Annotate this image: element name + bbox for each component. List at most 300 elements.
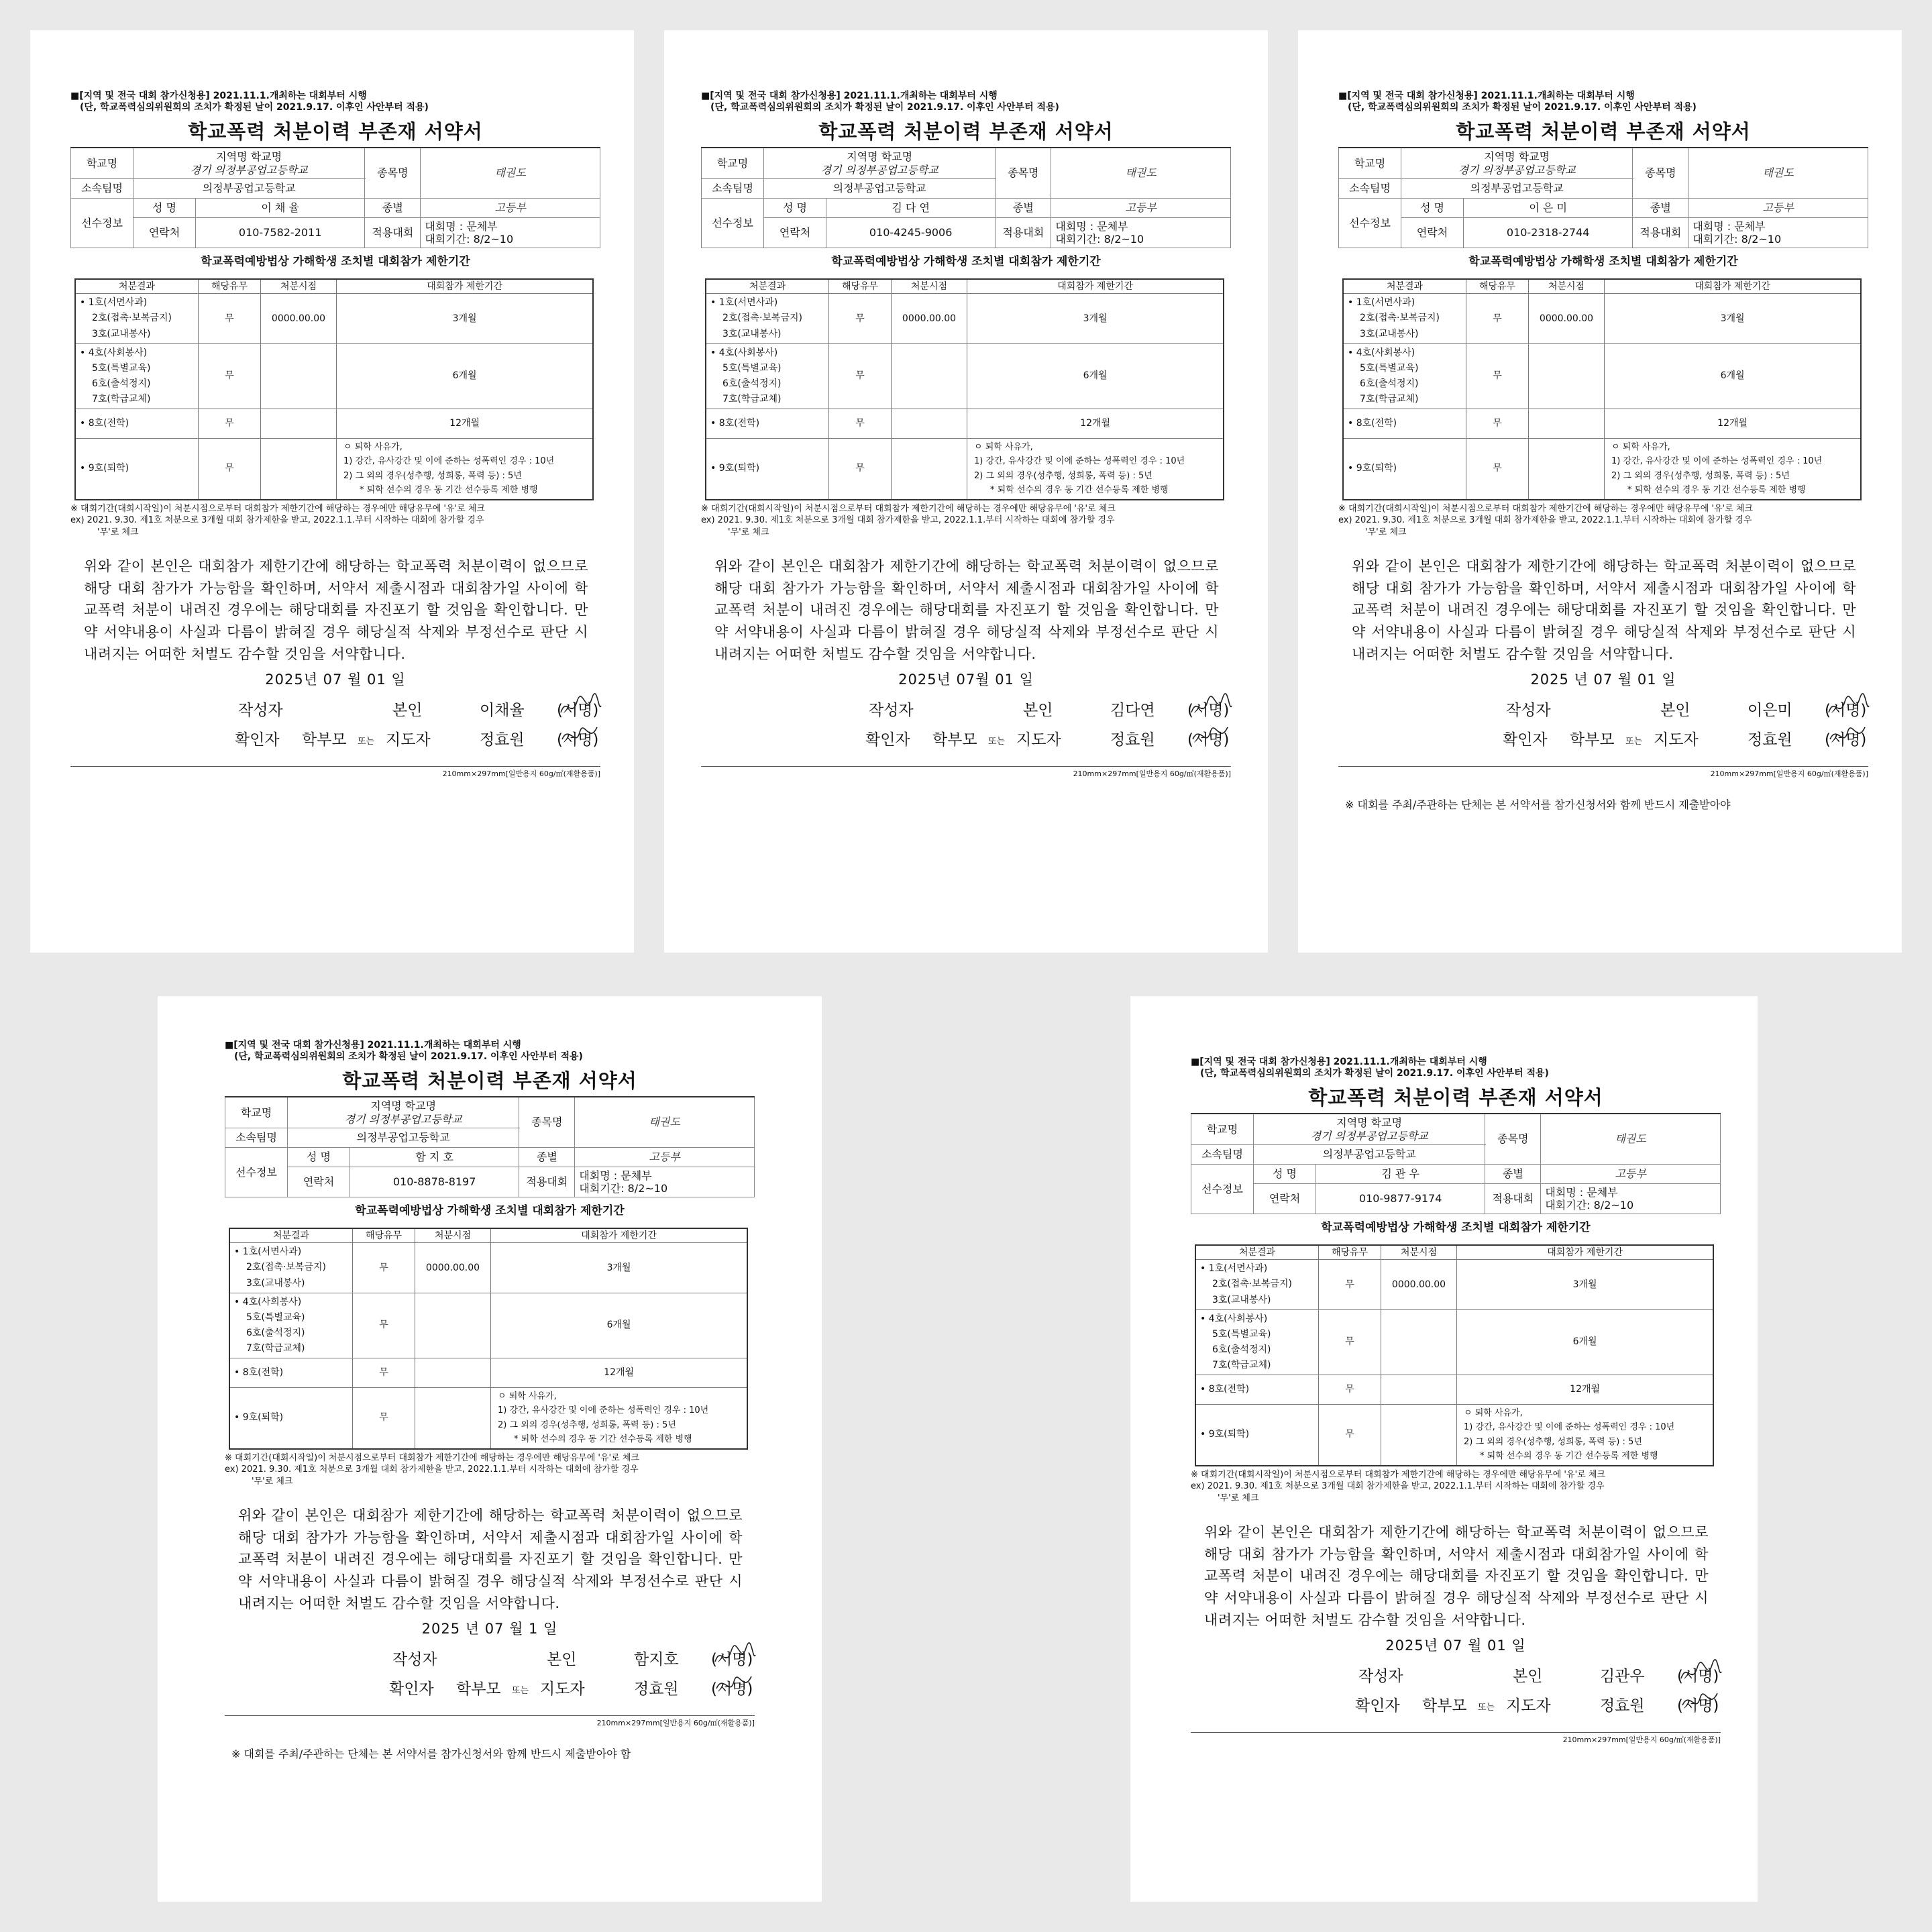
table-row (706, 343, 1224, 409)
form-title: 학교폭력 처분이력 부존재 서약서 (342, 1069, 637, 1092)
school-name: 경기 의정부공업고등학교 (344, 1112, 462, 1126)
measure-item: • 8호(전학) (1348, 417, 1397, 429)
signature-block (1338, 702, 1868, 761)
measure-date: 0000.00.00 (415, 1243, 491, 1293)
table-footnote (701, 503, 1231, 539)
category-value: 고등부 (575, 1147, 755, 1167)
competition-name: 대회명 : 문체부 (425, 219, 498, 233)
limit-period: 12개월 (1605, 409, 1862, 438)
footnote-line: '무'로 체크 (1365, 527, 1407, 537)
school-value (133, 148, 365, 178)
footnote-line: ex) 2021. 9.30. 제1호 처분으로 3개월 대회 참가제한을 받고, 2022.1.1.부터 시작하는 대회에 참가할 경우 (701, 515, 1115, 526)
paper-spec: 210mm×297mm[일반용지 60g/㎡(재활용품)] (70, 766, 600, 778)
measure-kinds (229, 1387, 353, 1448)
measure-kinds (1343, 343, 1466, 409)
form-header-line2: (단, 학교폭력심의위원회의 조치가 확정된 날이 2021.9.17. 이후인 사안부터 적용) (710, 101, 1059, 113)
category-label: 종별 (1485, 1164, 1541, 1183)
table-footnote (225, 1452, 755, 1488)
competition-label: 적용대회 (519, 1167, 575, 1197)
form-title: 학교폭력 처분이력 부존재 서약서 (818, 119, 1114, 143)
applicable-value: 무 (353, 1358, 415, 1387)
col-applicable: 해당유무 (829, 279, 892, 294)
table-row (706, 438, 1224, 499)
school-region-name: 지역명 학교명 (1484, 150, 1550, 164)
team-label: 소속팀명 (225, 1128, 288, 1147)
signature-block (701, 702, 1231, 761)
event-value: 태권도 (575, 1097, 755, 1147)
coach-name: 정효원 (634, 1680, 679, 1699)
measure-item: 6호(출석정지) (722, 378, 782, 389)
footnote-line: ex) 2021. 9.30. 제1호 처분으로 3개월 대회 참가제한을 받고, 2022.1.1.부터 시작하는 대회에 참가할 경우 (70, 515, 484, 526)
sign-label: (서명) (557, 731, 599, 749)
parent-label: 학부모 (1422, 1697, 1467, 1715)
limit-period: 6개월 (337, 343, 594, 409)
coach-sign-area (1677, 1697, 1719, 1716)
player-phone: 010-8878-8197 (350, 1167, 519, 1197)
form-header-line1: ■[지역 및 전국 대회 참가신청용] 2021.11.1.개최하는 대회부터 시행 (70, 91, 367, 101)
footnote-line: ex) 2021. 9.30. 제1호 처분으로 3개월 대회 참가제한을 받고, 2022.1.1.부터 시작하는 대회에 참가할 경우 (225, 1464, 639, 1475)
table-row (706, 294, 1224, 343)
paper-spec: 210mm×297mm[일반용지 60g/㎡(재활용품)] (1191, 1732, 1721, 1744)
measure-date (261, 409, 337, 438)
pledge-sheet-1 (30, 30, 634, 953)
submission-note: ※ 대회를 주최/주관하는 단체는 본 서약서를 참가신청서와 함께 반드시 제출받아야 (1345, 798, 1731, 812)
measure-date (1529, 343, 1605, 409)
competition-name: 대회명 : 문체부 (579, 1169, 652, 1182)
handwritten-signature-icon (557, 722, 604, 751)
table-footnote (1338, 503, 1868, 539)
self-label: 본인 (547, 1651, 577, 1669)
form-header-line2: (단, 학교폭력심의위원회의 조치가 확정된 날이 2021.9.17. 이후인 사안부터 적용) (1200, 1067, 1549, 1079)
event-value: 태권도 (421, 148, 600, 198)
signature-block (70, 702, 600, 761)
school-value (1254, 1114, 1485, 1144)
note-line: ㅇ 퇴학 사유가, (498, 1391, 557, 1401)
measure-date (892, 438, 967, 499)
school-name: 경기 의정부공업고등학교 (190, 163, 308, 176)
applicable-value: 무 (199, 343, 261, 409)
player-info-label: 선수정보 (702, 198, 764, 248)
measure-kinds (75, 438, 199, 499)
form-header-line2: (단, 학교폭력심의위원회의 조치가 확정된 날이 2021.9.17. 이후인 사안부터 적용) (80, 101, 429, 113)
contact-label: 연락처 (288, 1167, 350, 1197)
sign-label: (서명) (1187, 702, 1230, 720)
measure-item: • 8호(전학) (710, 417, 760, 429)
pledge-text: 위와 같이 본인은 대회참가 제한기간에 해당하는 학교폭력 처분이력이 없으므로 해당 대회 참가가 가능함을 확인하며, 서약서 제출시점과 대회참가일 사이에 학교폭력 처분이 내려진 경우에는 해당대회를 자진포기 할 것임을 확인합니다. 만약 서약내용이 사실과 다름이 밝혀질 경우 해당실적 삭제와 부정선수로 판단 시 내려지는 어떠한 처벌도 감수할 것임을 서약합니다. (1204, 1524, 1709, 1628)
signer-name: 김다연 (1110, 702, 1155, 720)
measure-item: 2호(접촉·보복금지) (1212, 1279, 1292, 1290)
sign-label: (서명) (1187, 731, 1230, 749)
school-label: 학교명 (1339, 148, 1401, 178)
measure-item: 6호(출석정지) (92, 378, 151, 389)
note-line: 1) 강간, 유사강간 및 이에 준하는 성폭력인 경우 : 10년 (1611, 456, 1823, 467)
col-limit: 대회참가 제한기간 (967, 279, 1224, 294)
applicable-value: 무 (1319, 1309, 1381, 1375)
form-header-line2: (단, 학교폭력심의위원회의 조치가 확정된 날이 2021.9.17. 이후인 사안부터 적용) (234, 1051, 583, 1062)
pledge-form (70, 91, 600, 778)
measure-kinds (75, 409, 199, 438)
category-label: 종별 (1633, 198, 1688, 217)
restriction-table (1342, 278, 1862, 500)
measure-item: 7호(학급교체) (92, 393, 151, 405)
note-line: * 퇴학 선수의 경우 동 기간 선수등록 제한 병행 (990, 485, 1169, 496)
applicable-value: 무 (353, 1243, 415, 1293)
table-row (1343, 409, 1861, 438)
measure-item: 5호(특별교육) (1360, 362, 1419, 374)
writer-label: 작성자 (392, 1651, 437, 1669)
measure-date (415, 1387, 491, 1448)
confirmer-row (1191, 1697, 1721, 1727)
event-value: 태권도 (1688, 148, 1868, 198)
limit-period: 12개월 (337, 409, 594, 438)
pledge-date: 2025 년 07 월 01 일 (1530, 672, 1676, 688)
measure-item: 7호(학급교체) (1212, 1359, 1271, 1371)
contact-label: 연락처 (1254, 1183, 1316, 1214)
measure-date (1529, 438, 1605, 499)
expulsion-notes (967, 438, 1224, 499)
pledge-date: 2025 년 07 월 1 일 (421, 1621, 558, 1638)
table-row (229, 1243, 747, 1293)
school-region-name: 지역명 학교명 (1336, 1116, 1403, 1130)
pledge-form (1338, 91, 1868, 812)
writer-label: 작성자 (1506, 702, 1551, 720)
note-line: ㅇ 퇴학 사유가, (343, 441, 402, 452)
measure-item: • 1호(서면사과) (710, 297, 778, 309)
competition-label: 적용대회 (1485, 1183, 1541, 1214)
limit-period: 3개월 (1605, 294, 1862, 343)
form-header-line1: ■[지역 및 전국 대회 참가신청용] 2021.11.1.개최하는 대회부터 시행 (1338, 91, 1635, 101)
coach-sign-area (711, 1680, 753, 1699)
measure-item: • 9호(퇴학) (80, 463, 129, 474)
restriction-subtitle: 학교폭력예방법상 가해학생 조치별 대회참가 제한기간 (355, 1204, 625, 1218)
competition-value (575, 1167, 755, 1197)
or-label: 또는 (988, 737, 1006, 747)
team-value: 의정부공업고등학교 (1254, 1144, 1485, 1164)
note-line: 1) 강간, 유사강간 및 이에 준하는 성폭력인 경우 : 10년 (343, 456, 555, 467)
applicable-value: 무 (829, 294, 892, 343)
table-row (75, 438, 593, 499)
measure-item: 6호(출석정지) (1212, 1344, 1271, 1355)
footnote-line: ex) 2021. 9.30. 제1호 처분으로 3개월 대회 참가제한을 받고, 2022.1.1.부터 시작하는 대회에 참가할 경우 (1338, 515, 1752, 526)
event-label: 종목명 (1485, 1114, 1541, 1164)
measure-item: • 9호(퇴학) (1200, 1429, 1250, 1440)
team-label: 소속팀명 (1339, 178, 1401, 198)
limit-period: 6개월 (1605, 343, 1862, 409)
player-name: 함 지 호 (350, 1147, 519, 1167)
measure-item: • 1호(서면사과) (1348, 297, 1415, 309)
measure-item: 7호(학급교체) (722, 393, 782, 405)
competition-label: 적용대회 (996, 217, 1051, 248)
measure-date (1529, 409, 1605, 438)
table-footnote (1191, 1469, 1721, 1505)
paper-spec: 210mm×297mm[일반용지 60g/㎡(재활용품)] (225, 1715, 755, 1727)
measure-item: 3호(교내봉사) (92, 328, 151, 339)
confirmer-label: 확인자 (1355, 1697, 1400, 1715)
handwritten-signature-icon (1677, 1688, 1724, 1717)
table-row (229, 1358, 747, 1387)
paper-spec: 210mm×297mm[일반용지 60g/㎡(재활용품)] (701, 766, 1231, 778)
competition-period: 대회기간: 8/2~10 (1693, 232, 1782, 246)
measure-item: 2호(접촉·보복금지) (92, 313, 172, 324)
applicant-info-table (70, 147, 600, 248)
restriction-table (74, 278, 594, 500)
measure-kinds (1343, 409, 1466, 438)
handwritten-signature-icon (1825, 692, 1872, 722)
handwritten-signature-icon (1187, 692, 1234, 722)
limit-period: 12개월 (967, 409, 1224, 438)
confirmer-row (70, 731, 600, 761)
contact-label: 연락처 (133, 217, 196, 248)
measure-item: • 4호(사회봉사) (710, 347, 778, 358)
limit-period: 6개월 (491, 1293, 748, 1358)
applicable-value: 무 (829, 409, 892, 438)
measure-item: 2호(접촉·보복금지) (246, 1262, 326, 1273)
team-value: 의정부공업고등학교 (764, 178, 996, 198)
applicable-value: 무 (199, 409, 261, 438)
measure-item: 6호(출석정지) (246, 1327, 305, 1338)
pledge-text: 위와 같이 본인은 대회참가 제한기간에 해당하는 학교폭력 처분이력이 없으므로 해당 대회 참가가 가능함을 확인하며, 서약서 제출시점과 대회참가일 사이에 학교폭력 처분이 내려진 경우에는 해당대회를 자진포기 할 것임을 확인합니다. 만약 서약내용이 사실과 다름이 밝혀질 경우 해당실적 삭제와 부정선수로 판단 시 내려지는 어떠한 처벌도 감수할 것임을 서약합니다. (714, 558, 1219, 662)
team-label: 소속팀명 (1191, 1144, 1254, 1164)
sign-label: (서명) (711, 1651, 753, 1669)
applicant-info-table (1191, 1113, 1721, 1214)
category-label: 종별 (365, 198, 421, 217)
expulsion-notes (491, 1387, 748, 1448)
measure-item: 3호(교내봉사) (1360, 328, 1419, 339)
name-label: 성 명 (1254, 1164, 1316, 1183)
category-value: 고등부 (1688, 198, 1868, 217)
measure-date: 0000.00.00 (261, 294, 337, 343)
limit-period: 3개월 (337, 294, 594, 343)
player-name: 김 관 우 (1316, 1164, 1485, 1183)
col-applicable: 해당유무 (199, 279, 261, 294)
restriction-subtitle: 학교폭력예방법상 가해학생 조치별 대회참가 제한기간 (1321, 1221, 1591, 1235)
restriction-subtitle: 학교폭력예방법상 가해학생 조치별 대회참가 제한기간 (201, 255, 470, 269)
confirmer-label: 확인자 (865, 731, 910, 749)
limit-period: 3개월 (491, 1243, 748, 1293)
contact-label: 연락처 (1401, 217, 1464, 248)
sign-label: (서명) (1677, 1697, 1719, 1715)
category-value: 고등부 (421, 198, 600, 217)
measure-kinds (229, 1243, 353, 1293)
competition-period: 대회기간: 8/2~10 (1545, 1198, 1634, 1212)
measure-item: 2호(접촉·보복금지) (1360, 313, 1440, 324)
measure-date (1381, 1404, 1457, 1465)
pledge-sheet-5 (1130, 996, 1758, 1902)
table-row (706, 409, 1224, 438)
team-value: 의정부공업고등학교 (288, 1128, 519, 1147)
player-name: 김 다 연 (826, 198, 996, 217)
team-label: 소속팀명 (702, 178, 764, 198)
footnote-line: ※ 대회기간(대회시작일)이 처분시점으로부터 대회참가 제한기간에 해당하는 경우에만 해당유무에 '유'로 체크 (1338, 503, 1753, 514)
competition-period: 대회기간: 8/2~10 (1055, 232, 1144, 246)
category-value: 고등부 (1051, 198, 1231, 217)
writer-row (225, 1651, 755, 1680)
note-line: 1) 강간, 유사강간 및 이에 준하는 성폭력인 경우 : 10년 (1464, 1422, 1675, 1433)
confirmer-label: 확인자 (1503, 731, 1548, 749)
measure-item: 3호(교내봉사) (722, 328, 782, 339)
note-line: * 퇴학 선수의 경우 동 기간 선수등록 제한 병행 (514, 1434, 692, 1445)
self-label: 본인 (1513, 1668, 1543, 1686)
applicable-value: 무 (1319, 1375, 1381, 1404)
coach-label: 지도자 (540, 1680, 585, 1699)
form-header-line1: ■[지역 및 전국 대회 참가신청용] 2021.11.1.개최하는 대회부터 시행 (701, 91, 998, 101)
measure-item: • 9호(퇴학) (1348, 463, 1397, 474)
measure-item: 5호(특별교육) (722, 362, 782, 374)
footnote-line: '무'로 체크 (1218, 1493, 1259, 1503)
handwritten-signature-icon (711, 1642, 758, 1671)
measure-date (415, 1293, 491, 1358)
signer-sign-area (1187, 702, 1229, 720)
measure-date (261, 343, 337, 409)
pledge-form (701, 91, 1231, 778)
form-header-line1: ■[지역 및 전국 대회 참가신청용] 2021.11.1.개최하는 대회부터 시행 (225, 1040, 521, 1051)
footnote-line: ex) 2021. 9.30. 제1호 처분으로 3개월 대회 참가제한을 받고, 2022.1.1.부터 시작하는 대회에 참가할 경우 (1191, 1481, 1605, 1492)
competition-label: 적용대회 (1633, 217, 1688, 248)
confirmer-row (1338, 731, 1868, 761)
handwritten-signature-icon (1677, 1658, 1724, 1688)
col-limit: 대회참가 제한기간 (337, 279, 594, 294)
note-line: ㅇ 퇴학 사유가, (1464, 1407, 1523, 1418)
confirmer-row (701, 731, 1231, 761)
event-value: 태권도 (1541, 1114, 1721, 1164)
measure-kinds (1195, 1309, 1319, 1375)
competition-value (1051, 217, 1231, 248)
restriction-table (229, 1228, 748, 1450)
coach-label: 지도자 (1506, 1697, 1551, 1715)
category-label: 종별 (996, 198, 1051, 217)
measure-item: 7호(학급교체) (1360, 393, 1419, 405)
coach-label: 지도자 (1654, 731, 1699, 749)
table-row (75, 343, 593, 409)
limit-period: 6개월 (967, 343, 1224, 409)
school-region-name: 지역명 학교명 (216, 150, 282, 164)
player-phone: 010-7582-2011 (196, 217, 365, 248)
confirmer-label: 확인자 (235, 731, 280, 749)
restriction-table (1195, 1244, 1714, 1466)
footnote-line: ※ 대회기간(대회시작일)이 처분시점으로부터 대회참가 제한기간에 해당하는 경우에만 해당유무에 '유'로 체크 (701, 503, 1116, 514)
col-applicable: 해당유무 (353, 1228, 415, 1243)
col-limit: 대회참가 제한기간 (1605, 279, 1862, 294)
table-row (1343, 294, 1861, 343)
signer-sign-area (557, 702, 598, 720)
coach-label: 지도자 (386, 731, 431, 749)
signer-sign-area (1825, 702, 1866, 720)
measure-kinds (75, 294, 199, 343)
signer-name: 이은미 (1748, 702, 1792, 720)
writer-label: 작성자 (238, 702, 283, 720)
or-label: 또는 (1478, 1703, 1495, 1713)
event-label: 종목명 (996, 148, 1051, 198)
note-line: 2) 그 외의 경우(성추행, 성희롱, 폭력 등) : 5년 (1464, 1436, 1642, 1447)
restriction-subtitle: 학교폭력예방법상 가해학생 조치별 대회참가 제한기간 (1468, 255, 1738, 269)
measure-date (1381, 1309, 1457, 1375)
footnote-line: '무'로 체크 (97, 527, 139, 537)
table-row (75, 294, 593, 343)
form-title: 학교폭력 처분이력 부존재 서약서 (188, 119, 483, 143)
table-row (1195, 1260, 1713, 1309)
signer-sign-area (1677, 1668, 1719, 1686)
footnote-line: ※ 대회기간(대회시작일)이 처분시점으로부터 대회참가 제한기간에 해당하는 경우에만 해당유무에 '유'로 체크 (70, 503, 485, 514)
applicant-info-table (701, 147, 1231, 248)
pledge-text: 위와 같이 본인은 대회참가 제한기간에 해당하는 학교폭력 처분이력이 없으므로 해당 대회 참가가 가능함을 확인하며, 서약서 제출시점과 대회참가일 사이에 학교폭력 처분이 내려진 경우에는 해당대회를 자진포기 할 것임을 확인합니다. 만약 서약내용이 사실과 다름이 밝혀질 경우 해당실적 삭제와 부정선수로 판단 시 내려지는 어떠한 처벌도 감수할 것임을 서약합니다. (1352, 558, 1856, 662)
sign-label: (서명) (1825, 702, 1867, 720)
measure-date (261, 438, 337, 499)
expulsion-notes (1605, 438, 1862, 499)
note-line: * 퇴학 선수의 경우 동 기간 선수등록 제한 병행 (1480, 1451, 1658, 1462)
measure-date: 0000.00.00 (1381, 1260, 1457, 1309)
name-label: 성 명 (288, 1147, 350, 1167)
coach-name: 정효원 (480, 731, 525, 749)
measure-item: 5호(특별교육) (1212, 1328, 1271, 1340)
note-line: 2) 그 외의 경우(성추행, 성희롱, 폭력 등) : 5년 (343, 470, 522, 481)
player-phone: 010-4245-9006 (826, 217, 996, 248)
measure-date (1381, 1375, 1457, 1404)
measure-date (415, 1358, 491, 1387)
applicable-value: 무 (1319, 1404, 1381, 1465)
handwritten-signature-icon (557, 692, 604, 722)
writer-row (70, 702, 600, 731)
measure-item: 6호(출석정지) (1360, 378, 1419, 389)
col-limit: 대회참가 제한기간 (1457, 1245, 1714, 1260)
applicable-value: 무 (199, 438, 261, 499)
parent-label: 학부모 (1570, 731, 1615, 749)
measure-item: 3호(교내봉사) (1212, 1294, 1271, 1305)
limit-period: 12개월 (1457, 1375, 1714, 1404)
applicable-value: 무 (199, 294, 261, 343)
measure-item: 3호(교내봉사) (246, 1277, 305, 1289)
player-phone: 010-2318-2744 (1464, 217, 1633, 248)
paper-spec: 210mm×297mm[일반용지 60g/㎡(재활용품)] (1338, 766, 1868, 778)
col-date: 처분시점 (1529, 279, 1605, 294)
pledge-text: 위와 같이 본인은 대회참가 제한기간에 해당하는 학교폭력 처분이력이 없으므로 해당 대회 참가가 가능함을 확인하며, 서약서 제출시점과 대회참가일 사이에 학교폭력 처분이 내려진 경우에는 해당대회를 자진포기 할 것임을 확인합니다. 만약 서약내용이 사실과 다름이 밝혀질 경우 해당실적 삭제와 부정선수로 판단 시 내려지는 어떠한 처벌도 감수할 것임을 서약합니다. (84, 558, 588, 662)
limit-period: 12개월 (491, 1358, 748, 1387)
or-label: 또는 (1625, 737, 1643, 747)
school-name: 경기 의정부공업고등학교 (820, 163, 938, 176)
pledge-sheet-2 (664, 30, 1268, 953)
footnote-line: '무'로 체크 (728, 527, 769, 537)
school-value (1401, 148, 1633, 178)
col-result: 처분결과 (1195, 1245, 1319, 1260)
competition-value (1688, 217, 1868, 248)
table-footnote (70, 503, 600, 539)
pledge-form (1191, 1057, 1721, 1744)
school-label: 학교명 (702, 148, 764, 178)
pledge-date: 2025년 07 월 01 일 (1385, 1638, 1526, 1654)
pledge-text: 위와 같이 본인은 대회참가 제한기간에 해당하는 학교폭력 처분이력이 없으므로 해당 대회 참가가 가능함을 확인하며, 서약서 제출시점과 대회참가일 사이에 학교폭력 처분이 내려진 경우에는 해당대회를 자진포기 할 것임을 확인합니다. 만약 서약내용이 사실과 다름이 밝혀질 경우 해당실적 삭제와 부정선수로 판단 시 내려지는 어떠한 처벌도 감수할 것임을 서약합니다. (238, 1507, 743, 1611)
school-value (288, 1097, 519, 1128)
table-row (1195, 1404, 1713, 1465)
school-label: 학교명 (1191, 1114, 1254, 1144)
sign-label: (서명) (1825, 731, 1867, 749)
measure-date (892, 343, 967, 409)
coach-sign-area (1825, 731, 1866, 750)
self-label: 본인 (1660, 702, 1690, 720)
col-applicable: 해당유무 (1466, 279, 1529, 294)
competition-name: 대회명 : 문체부 (1693, 219, 1766, 233)
measure-item: 2호(접촉·보복금지) (722, 313, 802, 324)
name-label: 성 명 (133, 198, 196, 217)
signer-name: 이채율 (480, 702, 525, 720)
measure-kinds (706, 438, 829, 499)
measure-date (892, 409, 967, 438)
measure-kinds (75, 343, 199, 409)
measure-item: • 1호(서면사과) (234, 1246, 302, 1258)
school-label: 학교명 (71, 148, 133, 178)
col-result: 처분결과 (229, 1228, 353, 1243)
table-row (1343, 438, 1861, 499)
col-applicable: 해당유무 (1319, 1245, 1381, 1260)
name-label: 성 명 (1401, 198, 1464, 217)
